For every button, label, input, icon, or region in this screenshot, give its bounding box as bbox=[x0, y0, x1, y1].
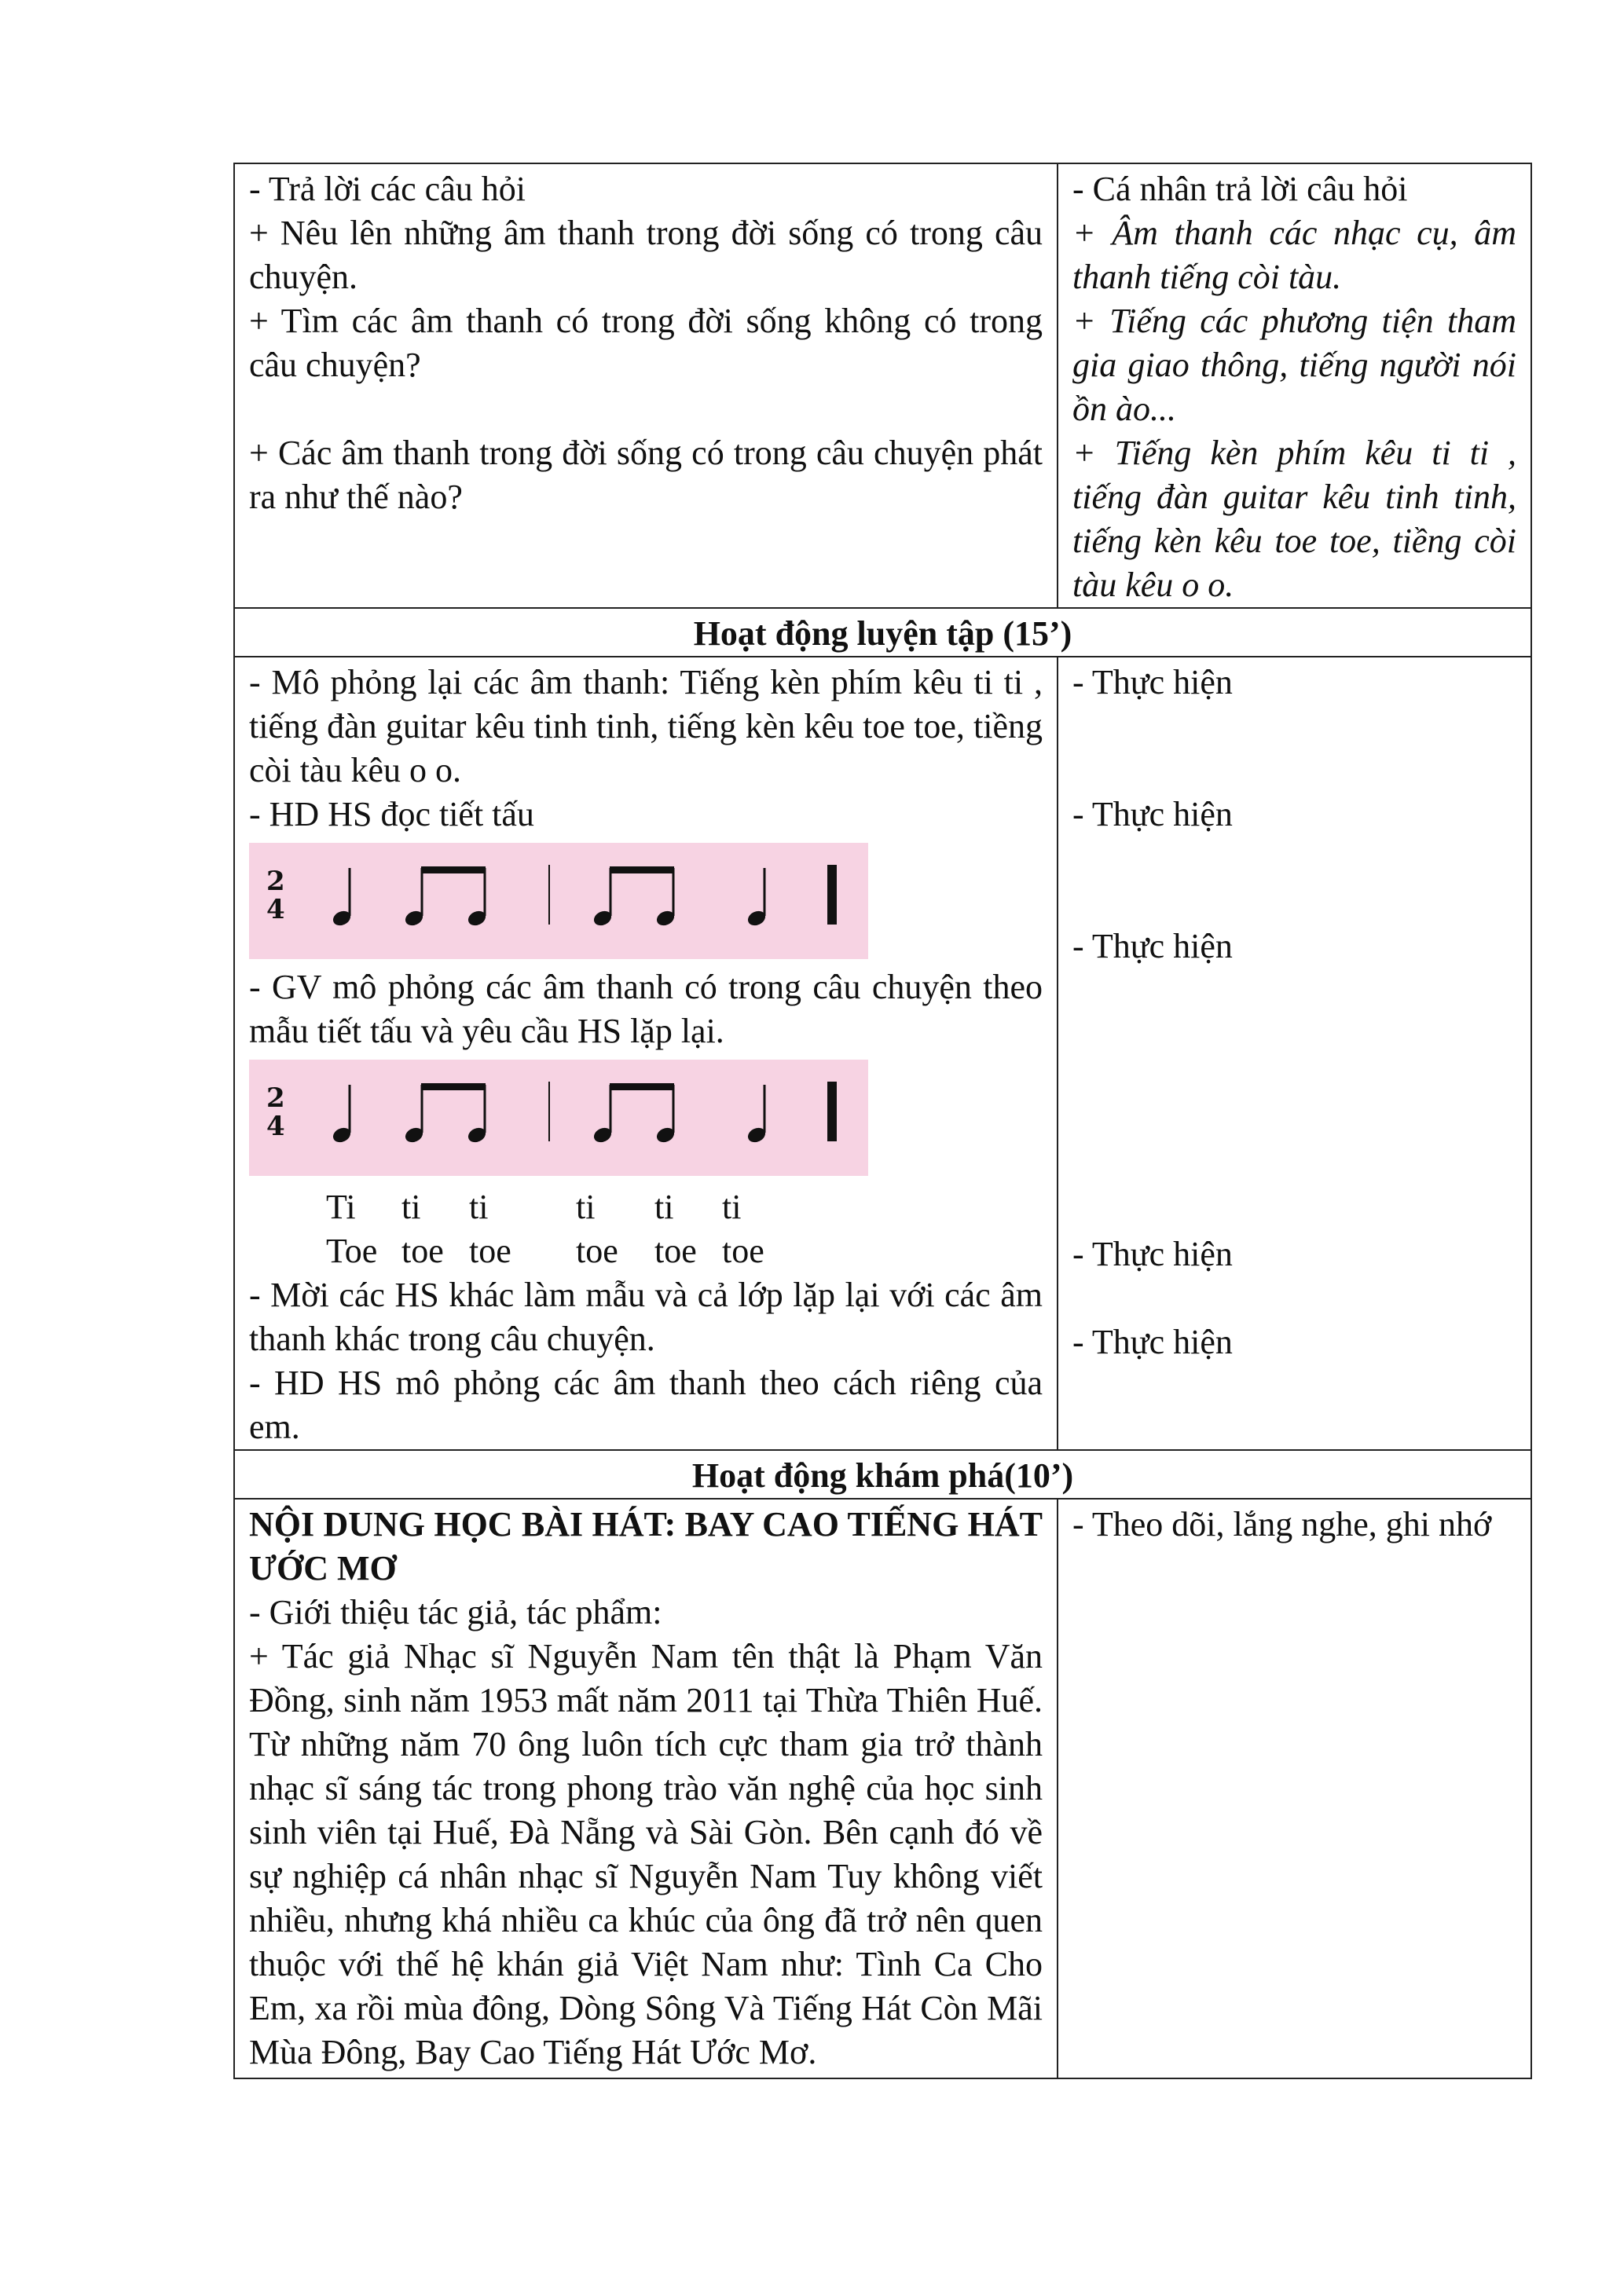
time-signature-bottom: 4 bbox=[266, 1111, 285, 1142]
right-cell bbox=[1058, 657, 1531, 1450]
time-signature-top: 2 bbox=[266, 1082, 285, 1114]
table-row bbox=[234, 1499, 1531, 2078]
syllable: Ti bbox=[326, 1188, 356, 1226]
response-text: - Theo dõi, lắng nghe, ghi nhớ bbox=[1072, 1505, 1492, 1543]
section-header: Hoạt động khám phá(10’) bbox=[234, 1450, 1531, 1499]
right-cell bbox=[1058, 163, 1531, 608]
rhythm-notation bbox=[249, 843, 868, 959]
right-cell bbox=[1058, 1499, 1531, 2078]
time-signature bbox=[266, 1082, 285, 1142]
syllable: toe bbox=[654, 1232, 697, 1270]
instruction-text: - GV mô phỏng các âm thanh có trong câu chuyện theo mẫu tiết tấu và yêu cầu HS lặp lại. bbox=[249, 968, 1043, 1050]
answer-text: + Tiếng kèn phím kêu ti ti , tiếng đàn guitar kêu tinh tinh, tiếng kèn kêu toe toe, tiềng còi tàu kêu o o. bbox=[1072, 434, 1516, 604]
section-header-row bbox=[234, 608, 1531, 657]
time-signature-top: 2 bbox=[266, 866, 285, 897]
rhythm-background bbox=[249, 843, 868, 959]
syllable: ti bbox=[576, 1188, 596, 1226]
rhythm-background bbox=[249, 1060, 868, 1176]
instruction-text: - Trả lời các câu hỏi bbox=[249, 170, 526, 208]
section-header-row bbox=[234, 1450, 1531, 1499]
lesson-table bbox=[233, 163, 1532, 2079]
end-bar-line bbox=[827, 1082, 837, 1141]
syllable: toe bbox=[401, 1232, 444, 1270]
syllable: ti bbox=[401, 1188, 421, 1226]
time-signature bbox=[266, 866, 285, 925]
syllable: toe bbox=[722, 1232, 764, 1270]
answer-text: - Cá nhân trả lời câu hỏi bbox=[1072, 170, 1408, 208]
song-title: NỘI DUNG HỌC BÀI HÁT: BAY CAO TIẾNG HÁT ƯỚC MƠ bbox=[249, 1505, 1043, 1587]
syllable: toe bbox=[576, 1232, 618, 1270]
section-header: Hoạt động luyện tập (15’) bbox=[234, 608, 1531, 657]
time-signature-bottom: 4 bbox=[266, 894, 285, 925]
end-bar-line bbox=[827, 865, 837, 925]
syllable-row-ti bbox=[249, 1185, 1043, 1229]
response-text: - Thực hiện bbox=[1072, 663, 1233, 701]
spacer bbox=[249, 387, 1043, 431]
question-text: + Tìm các âm thanh có trong đời sống không có trong câu chuyện? bbox=[249, 302, 1043, 384]
biography-text: + Tác giả Nhạc sĩ Nguyễn Nam tên thật là Phạm Văn Đồng, sinh năm 1953 mất năm 2011 tại Thừa Thiên Huế. Từ những năm 70 ông luôn tích cực tham gia trở thành nhạc sĩ sáng tác trong phong trào văn nghệ của học sinh sinh viên tại Huế, Đà Nẵng và Sài Gòn. Bên cạnh đó về sự nghiệp cá nhân nhạc sĩ Nguyễn Nam Tuy không viết nhiều, nhưng khá nhiều ca khúc của ông đã trở nên quen thuộc với thế hệ khán giả Việt Nam như: Tình Ca Cho Em, xa rồi mùa đông, Dòng Sông Và Tiếng Hát Còn Mãi Mùa Đông, Bay Cao Tiếng Hát Ước Mơ. bbox=[249, 1637, 1043, 2071]
table-row bbox=[234, 163, 1531, 608]
syllable: Toe bbox=[326, 1232, 378, 1270]
left-cell bbox=[234, 657, 1058, 1450]
left-cell bbox=[234, 1499, 1058, 2078]
instruction-text: - Mô phỏng lại các âm thanh: Tiếng kèn phím kêu ti ti , tiếng đàn guitar kêu tinh tinh, tiếng kèn kêu toe toe, tiềng còi tàu kêu o o. bbox=[249, 663, 1043, 789]
instruction-text: - HD HS mô phỏng các âm thanh theo cách riêng của em. bbox=[249, 1364, 1043, 1446]
response-text: - Thực hiện bbox=[1072, 1323, 1233, 1361]
syllable: ti bbox=[469, 1188, 489, 1226]
answer-text: + Tiếng các phương tiện tham gia giao thông, tiếng người nói ồn ào... bbox=[1072, 302, 1516, 428]
table-row bbox=[234, 657, 1531, 1450]
question-text: + Các âm thanh trong đời sống có trong câu chuyện phát ra như thế nào? bbox=[249, 434, 1043, 516]
left-cell bbox=[234, 163, 1058, 608]
response-text: - Thực hiện bbox=[1072, 1235, 1233, 1273]
syllable: ti bbox=[722, 1188, 742, 1226]
instruction-text: - Mời các HS khác làm mẫu và cả lớp lặp lại với các âm thanh khác trong câu chuyện. bbox=[249, 1276, 1043, 1358]
response-text: - Thực hiện bbox=[1072, 927, 1233, 965]
answer-text: + Âm thanh các nhạc cụ, âm thanh tiếng còi tàu. bbox=[1072, 214, 1516, 296]
question-text: + Nêu lên những âm thanh trong đời sống có trong câu chuyện. bbox=[249, 214, 1043, 296]
instruction-text: - Giới thiệu tác giả, tác phẩm: bbox=[249, 1593, 662, 1631]
syllable: ti bbox=[654, 1188, 674, 1226]
rhythm-notation bbox=[249, 1060, 868, 1176]
response-text: - Thực hiện bbox=[1072, 795, 1233, 833]
instruction-text: - HD HS đọc tiết tấu bbox=[249, 795, 534, 833]
syllable-row-toe bbox=[249, 1229, 1043, 1273]
syllable: toe bbox=[469, 1232, 511, 1270]
